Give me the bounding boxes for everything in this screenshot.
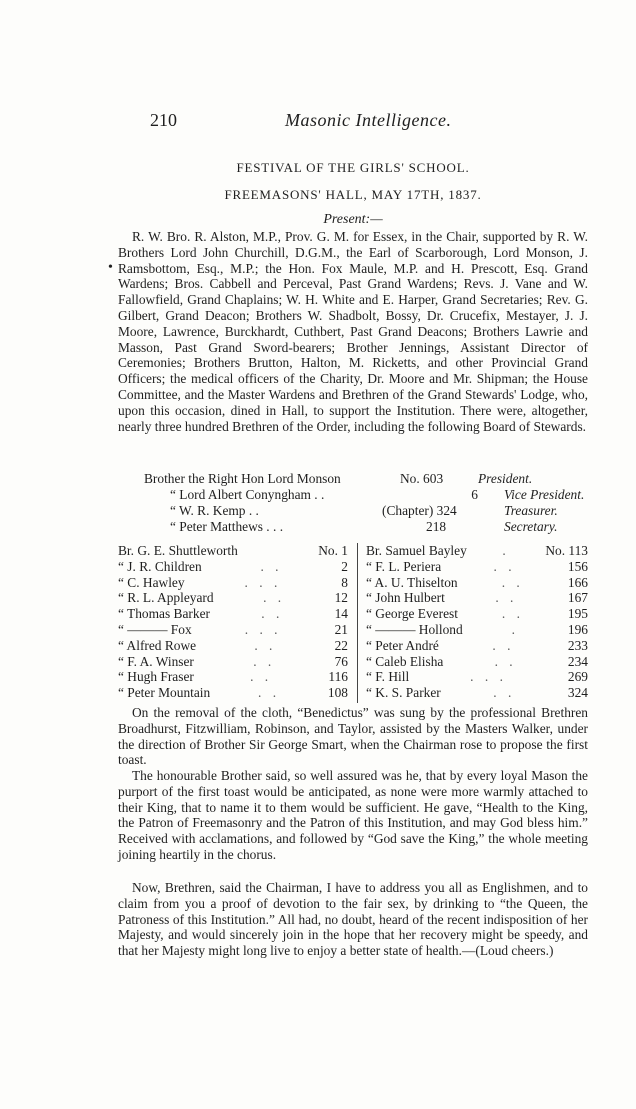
steward-row: “ Peter Mountain . . 108 — [118, 685, 348, 701]
steward-lodge-no: No. 113 — [545, 543, 588, 558]
steward-role: Treasurer. — [504, 503, 558, 518]
steward-lodge-no: 167 — [567, 590, 588, 606]
steward-name: “ John Hulbert — [366, 590, 445, 606]
steward-lodge-no: 8 — [341, 574, 348, 590]
steward-name: “ C. Hawley — [118, 574, 185, 590]
steward-name: “ Lord Albert Conyngham . . — [170, 487, 325, 502]
stewards-list-right — [366, 543, 588, 701]
steward-lodge-no: 233 — [567, 637, 588, 653]
stewards-list-left — [118, 543, 348, 701]
page-number: 210 — [150, 110, 177, 130]
steward-lodge-no: 108 — [327, 685, 348, 701]
steward-role: Vice President. — [504, 487, 585, 502]
steward-lodge-no: 234 — [567, 653, 588, 669]
steward-name: “ George Everest — [366, 606, 458, 622]
steward-role: Secretary. — [504, 519, 558, 534]
steward-officer-row — [118, 503, 588, 519]
steward-name: Br. Samuel Bayley — [366, 543, 467, 558]
steward-officer-row — [118, 519, 588, 535]
steward-name: “ F. A. Winser — [118, 653, 194, 669]
steward-name: “ ——— Fox — [118, 621, 192, 637]
paragraph-queen-toast: Now, Brethren, said the Chairman, I have to address you all as Englishmen, and to claim from you a proof of devotion to the fair sex, by drinking to “the Queen, the Patroness of this Institution.” All had, no doubt, heard of the recent indisposition of her Majesty, and would sincerely join in the hope that her recovery might be speedy, and that her Majesty might long live to enjoy a better state of health.—(Loud cheers.) — [118, 880, 588, 959]
steward-name: Brother the Right Hon Lord Monson — [144, 471, 341, 486]
steward-row: “ George Everest . . 195 — [366, 606, 588, 622]
steward-name: “ F. L. Periera — [366, 558, 442, 574]
steward-lodge-no: 21 — [334, 621, 348, 637]
steward-lodge-no: 195 — [567, 606, 588, 622]
stewards-officers — [118, 471, 588, 535]
steward-row: “ C. Hawley . . . 8 — [118, 574, 348, 590]
steward-name: “ Caleb Elisha — [366, 653, 444, 669]
steward-name: Br. G. E. Shuttleworth — [118, 543, 238, 558]
festival-subtitle: FREEMASONS' HALL, MAY 17TH, 1837. — [224, 187, 482, 202]
steward-role: President. — [478, 471, 533, 486]
steward-row: “ R. L. Appleyard . . 12 — [118, 590, 348, 606]
steward-name: “ Peter Mountain — [118, 685, 211, 701]
steward-lodge-no: No. 1 — [318, 543, 348, 558]
steward-lodge-no: 76 — [334, 653, 348, 669]
steward-lodge-no: 116 — [328, 669, 348, 685]
steward-name: “ Peter André — [366, 637, 439, 653]
running-head: Masonic Intelligence. — [285, 110, 452, 130]
steward-row — [118, 543, 348, 559]
steward-lodge-no: 218 — [426, 519, 447, 534]
steward-row: Br. Samuel Bayley . No. 113 — [366, 543, 588, 558]
steward-row: “ F. Hill . . . 269 — [366, 669, 588, 685]
steward-lodge-no: 156 — [567, 558, 588, 574]
steward-row: “ J. R. Children . . 2 — [118, 558, 348, 574]
steward-officer-row — [118, 487, 588, 503]
steward-lodge-no: 2 — [341, 558, 348, 574]
steward-name: “ Peter Matthews . . . — [170, 519, 284, 534]
margin-mark: • — [108, 260, 113, 275]
steward-lodge-no: 324 — [567, 685, 588, 701]
steward-name: “ Thomas Barker — [118, 606, 210, 622]
paragraph-cloth: On the removal of the cloth, “Benedictus” was sung by the professional Brethren Broadhurst, Fitzwilliam, Robinson, and Taylor, assisted by the Masters Walker, under the direction of Brother Sir George Smart, when the Chairman rose to propose the first toast. — [118, 705, 588, 768]
steward-lodge-no: 196 — [567, 621, 588, 637]
steward-lodge-no: 269 — [567, 669, 588, 685]
festival-title: FESTIVAL OF THE GIRLS' SCHOOL. — [236, 160, 470, 175]
steward-row: “ Thomas Barker . . 14 — [118, 606, 348, 622]
steward-row: “ John Hulbert . . 167 — [366, 590, 588, 606]
steward-lodge-no: 166 — [567, 574, 588, 590]
steward-name: “ R. L. Appleyard — [118, 590, 214, 606]
steward-name: “ ——— Hollond — [366, 621, 463, 637]
steward-row: “ Caleb Elisha . . 234 — [366, 653, 588, 669]
column-divider — [357, 543, 358, 703]
paragraph-king-toast: The honourable Brother said, so well assured was he, that by every loyal Mason the purport of the first toast would be anticipated, as none were more warmly attached to their King, that to name it to them would be sufficient. He gave, “Health to the King, the Patron of Freemasonry and the Patron of this Institution, and may God bless him.” Received with acclamations, and followed by “God save the King,” the whole meeting joining heartily in the chorus. — [118, 768, 588, 862]
steward-name: “ A. U. Thiselton — [366, 574, 458, 590]
steward-row: “ K. S. Parker . . 324 — [366, 685, 588, 701]
steward-lodge-no: (Chapter) 324 — [382, 503, 457, 518]
steward-name: “ Hugh Fraser — [118, 669, 194, 685]
steward-lodge-no: 12 — [334, 590, 348, 606]
steward-row: “ Hugh Fraser . . 116 — [118, 669, 348, 685]
present-heading: Present:— — [323, 212, 383, 227]
steward-row: “ ——— Hollond . 196 — [366, 621, 588, 637]
page-header — [150, 110, 580, 134]
steward-name: “ K. S. Parker — [366, 685, 441, 701]
steward-row: “ Alfred Rowe . . 22 — [118, 637, 348, 653]
steward-lodge-no: 14 — [334, 606, 348, 622]
steward-name: “ Alfred Rowe — [118, 637, 197, 653]
steward-lodge-no: 22 — [334, 637, 348, 653]
steward-officer-row — [118, 471, 588, 487]
steward-row: “ F. A. Winser . . 76 — [118, 653, 348, 669]
steward-name: “ J. R. Children — [118, 558, 202, 574]
steward-row: “ F. L. Periera . . 156 — [366, 558, 588, 574]
steward-row: “ ——— Fox . . . 21 — [118, 621, 348, 637]
steward-name: “ W. R. Kemp . . — [170, 503, 259, 518]
steward-row: “ Peter André . . 233 — [366, 637, 588, 653]
steward-name: “ F. Hill — [366, 669, 410, 685]
steward-row: “ A. U. Thiselton . . 166 — [366, 574, 588, 590]
steward-lodge-no: No. 603 — [400, 471, 444, 486]
intro-paragraph: R. W. Bro. R. Alston, M.P., Prov. G. M. for Essex, in the Chair, supported by R. W. Brothers Lord John Churchill, D.G.M., the Earl of Scarborough, Lord Monson, J. Ramsbottom, Esq., M.P.; the Hon. Fox Maule, M.P. and H. Prescott, Esq. Grand Wardens; Bros. Cabbell and Perceval, Past Grand Wardens; Revs. J. Vane and W. Fallowfield, Grand Chaplains; W. H. White and E. Harper, Grand Secretaries; Rev. G. Gilbert, Grand Deacon; Brothers W. Shadbolt, Bossy, Dr. Crucefix, Mestayer, J. J. Moore, Lawrence, Burckhardt, Cuthbert, Past Grand Deacons; Brothers Lawrie and Masson, Past Grand Sword-bearers; Brother Jennings, Assistant Director of Ceremonies; Brothers Brutton, Halton, M. Ricketts, and other Provincial Grand Officers; the medical officers of the Charity, Dr. Moore and Mr. Shipman; the House Committee, and the Master Wardens and Brethren of the Grand Stewards' Lodge, who, upon this occasion, dined in Hall, to support the Institution. There were, altogether, nearly three hundred Brethren of the Order, including the following Board of Stewards. — [118, 229, 588, 434]
steward-lodge-no: 6 — [471, 487, 478, 502]
